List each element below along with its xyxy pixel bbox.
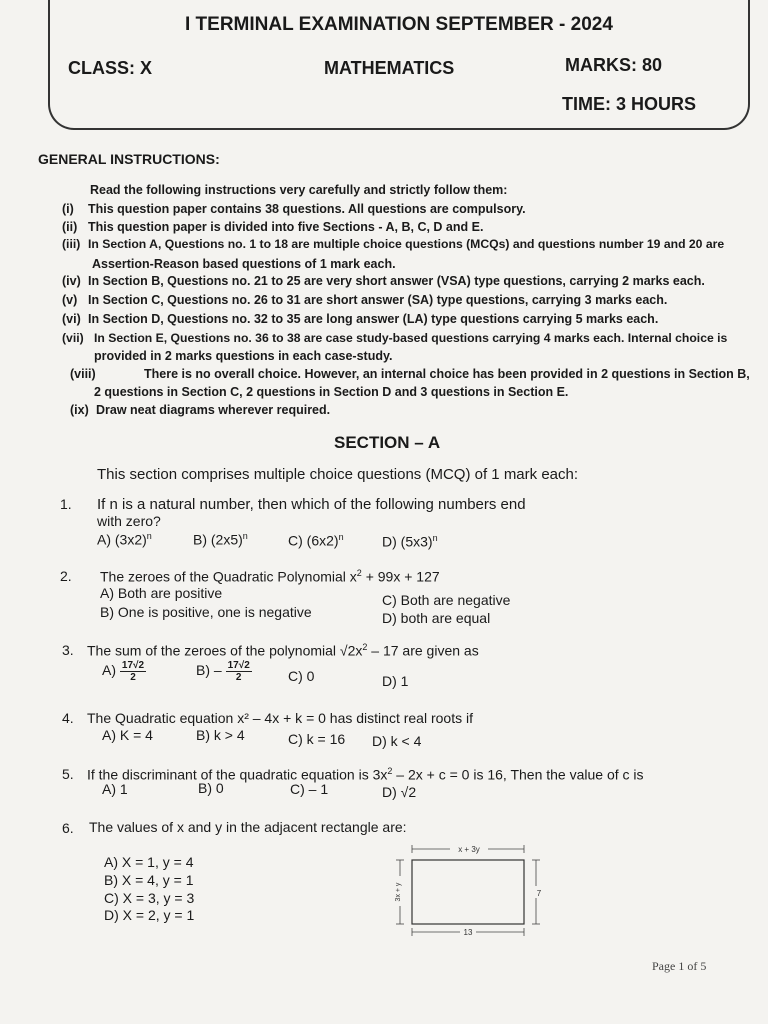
- option-a: A) X = 1, y = 4: [104, 854, 194, 870]
- option-b: B) – $\frac{17√2}{2}$: [196, 660, 250, 683]
- question-number: 6.: [62, 820, 74, 836]
- question-stem: The Quadratic equation x² – 4x + k = 0 has distinct real roots if: [87, 710, 473, 726]
- option-c: C) k = 16: [288, 731, 346, 747]
- instruction-item: (i) This question paper contains 38 questions. All questions are compulsory.: [62, 202, 526, 216]
- instruction-item: (ii) This question paper is divided into five Sections - A, B, C, D and E.: [62, 220, 484, 234]
- option-b: B) One is positive, one is negative: [100, 604, 312, 620]
- page-number: Page 1 of 5: [652, 959, 707, 973]
- instruction-item: (iii) In Section A, Questions no. 1 to 18 are multiple choice questions (MCQs) and questions number 19 and 20 are: [62, 237, 725, 251]
- class-label: CLASS: X: [68, 58, 153, 78]
- question-stem-cont: with zero?: [97, 513, 161, 529]
- option-a: A) K = 4: [102, 727, 153, 743]
- question-stem: The zeroes of the Quadratic Polynomial $x^2 + 99x + 127$: [100, 568, 440, 585]
- instruction-item: (iv) In Section B, Questions no. 21 to 25 are very short answer (VSA) type questions, carrying 2 marks each.: [62, 274, 705, 288]
- dimension-bottom-label: 13: [463, 928, 473, 937]
- instruction-item-cont: 2 questions in Section C, 2 questions in Section D and 3 questions in Section E.: [94, 385, 569, 399]
- section-a-intro: This section comprises multiple choice questions (MCQ) of 1 mark each:: [97, 466, 579, 483]
- general-instructions-title: GENERAL INSTRUCTIONS:: [38, 151, 220, 167]
- dimension-top-label: x + 3y: [458, 845, 480, 854]
- question-number: 1.: [60, 496, 72, 512]
- question-stem: The sum of the zeroes of the polynomial $√2x^2 - 17$ are given as: [87, 642, 479, 659]
- option-b: B) $(2x5)^n$: [193, 531, 248, 548]
- option-d: D) both are equal: [382, 610, 491, 626]
- subject-title: MATHEMATICS: [324, 58, 455, 78]
- instruction-item-cont: Assertion-Reason based questions of 1 mark each.: [92, 257, 396, 271]
- fraction: $\frac{17√2}{2}$: [227, 660, 250, 683]
- instruction-item: (v) In Section C, Questions no. 26 to 31 are short answer (SA) type questions, carrying 3 marks each.: [62, 293, 668, 307]
- question-stem: The values of x and y in the adjacent rectangle are:: [89, 819, 407, 835]
- fraction: $\frac{17√2}{2}$: [121, 660, 145, 683]
- option-d: D) 1: [382, 673, 409, 689]
- instruction-item: (ix) Draw neat diagrams wherever required.: [70, 403, 331, 417]
- option-d: D) √2: [382, 784, 417, 800]
- dimension-left-label: 3x + y: [395, 882, 402, 902]
- instructions-intro: Read the following instructions very carefully and strictly follow them:: [90, 183, 508, 197]
- option-c: C) $(6x2)^n$: [288, 532, 344, 549]
- rectangle-shape: [412, 860, 524, 924]
- exam-title: I TERMINAL EXAMINATION SEPTEMBER - 2024: [185, 14, 613, 35]
- option-c: C) 0: [288, 668, 315, 684]
- option-b: B) X = 4, y = 1: [104, 872, 194, 888]
- question-stem: If n is a natural number, then which of the following numbers end: [97, 496, 526, 513]
- dimension-right-label: 7: [536, 889, 542, 898]
- option-a: A) $\frac{17√2}{2}$: [102, 660, 145, 683]
- section-a-title: SECTION – A: [334, 433, 441, 452]
- option-c: C) X = 3, y = 3: [104, 890, 195, 906]
- question-stem: If the discriminant of the quadratic equation is $3x^2 - 2x + c = 0$ is 16, Then the value of c is: [87, 766, 644, 783]
- marks-label: MARKS: 80: [565, 55, 663, 75]
- instruction-item-cont: provided in 2 marks questions in each case-study.: [94, 349, 393, 363]
- option-c: C) – 1: [290, 781, 329, 797]
- question-number: 2.: [60, 568, 72, 584]
- option-a: A) $(3x2)^n$: [97, 531, 152, 548]
- time-label: TIME: 3 HOURS: [562, 94, 697, 114]
- rectangle-figure: [390, 840, 550, 940]
- option-b: B) 0: [198, 780, 224, 796]
- option-c: C) Both are negative: [382, 592, 511, 608]
- question-number: 4.: [62, 710, 74, 726]
- option-a: A) 1: [102, 781, 128, 797]
- instruction-item: (vii) In Section E, Questions no. 36 to 38 are case study-based questions carrying 4 marks each. Internal choice is: [62, 331, 728, 345]
- option-d: D) k < 4: [372, 733, 422, 749]
- question-number: 3.: [62, 642, 74, 658]
- option-a: A) Both are positive: [100, 585, 223, 601]
- instruction-item: (vi) In Section D, Questions no. 32 to 35 are long answer (LA) type questions carrying 5 marks each.: [62, 312, 659, 326]
- option-b: B) k > 4: [196, 727, 245, 743]
- option-d: D) $(5x3)^n$: [382, 533, 438, 550]
- option-d: D) X = 2, y = 1: [104, 907, 195, 923]
- instruction-item: (viii) There is no overall choice. However, an internal choice has been provided in 2 questions in Section B,: [70, 367, 750, 381]
- question-number: 5.: [62, 766, 74, 782]
